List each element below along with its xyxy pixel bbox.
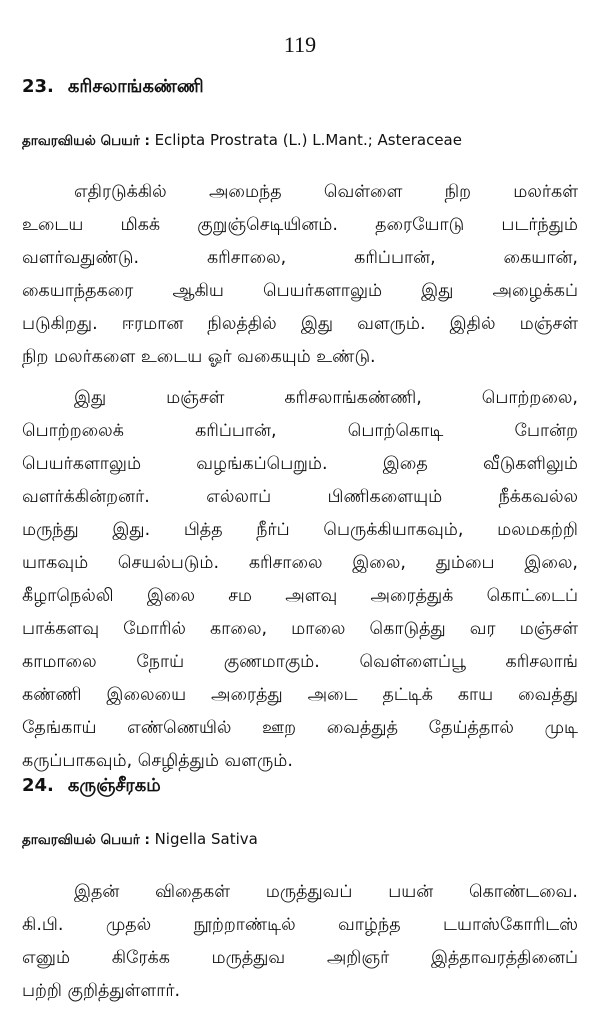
text-line: கண்ணி இலையை அரைத்து அடை தட்டிக் காய வைத்து <box>22 685 578 705</box>
text-line: இதன் விதைகள் மருத்துவப் பயன் கொண்டவை. <box>74 882 578 902</box>
text-line: எனும் கிரேக்க மருத்துவ அறிஞர் இத்தாவரத்தினைப் <box>22 948 578 968</box>
section-heading <box>22 775 161 798</box>
text-line: எதிரடுக்கில் அமைந்த வெள்ளை நிற மலர்கள் <box>74 182 578 202</box>
text-line: காமாலை நோய் குணமாகும். வெள்ளைப்பூ கரிசலாங் <box>22 652 578 672</box>
text-line: படுகிறது. ஈரமான நிலத்தில் இது வளரும். இதில் மஞ்சள் <box>22 314 578 334</box>
text-line: பாக்களவு மோரில் காலை, மாலை கொடுத்து வர மஞ்சள் <box>22 619 578 639</box>
botanical-name-line <box>22 830 258 850</box>
section-title: கரிசலாங்கண்ணி <box>67 76 204 97</box>
text-line: மருந்து இது. பித்த நீர்ப் பெருக்கியாகவும், மலமகற்றி <box>22 520 578 540</box>
paragraph <box>22 382 578 778</box>
section-number: 23. <box>22 76 54 97</box>
text-line: இது மஞ்சள் கரிசலாங்கண்ணி, பொற்றலை, <box>74 388 578 408</box>
text-line: பெயர்களாலும் வழங்கப்பெறும். இதை வீடுகளிலும் <box>22 454 578 474</box>
section-title: கருஞ்சீரகம் <box>67 775 161 796</box>
botanical-label: தாவரவியல் பெயர் : <box>22 832 150 848</box>
section-number: 24. <box>22 775 54 796</box>
text-line: வளர்வதுண்டு. கரிசாலை, கரிப்பான், கையான், <box>22 248 578 268</box>
text-line: தேங்காய் எண்ணெயில் ஊற வைத்துத் தேய்த்தால் முடி <box>22 718 578 738</box>
text-line: பற்றி குறித்துள்ளார். <box>22 981 181 1001</box>
text-line: வளர்க்கின்றனர். எல்லாப் பிணிகளையும் நீக்கவல்ல <box>22 487 578 507</box>
paragraph <box>22 176 578 374</box>
section-heading <box>22 76 204 99</box>
paragraph <box>22 876 578 1008</box>
text-line: கருப்பாகவும், செழித்தும் வளரும். <box>22 751 293 771</box>
text-line: கி.பி. முதல் நூற்றாண்டில் வாழ்ந்த டயாஸ்கோரிடஸ் <box>22 915 578 935</box>
botanical-name: Eclipta Prostrata (L.) L.Mant.; Asteraceae <box>154 131 462 149</box>
page-number: 119 <box>283 32 317 57</box>
text-line: யாகவும் செயல்படும். கரிசாலை இலை, தும்பை இலை, <box>22 553 578 573</box>
text-line: கீழாநெல்லி இலை சம அளவு அரைத்துக் கொட்டைப் <box>22 586 578 606</box>
botanical-name: Nigella Sativa <box>154 830 258 848</box>
botanical-label: தாவரவியல் பெயர் : <box>22 133 150 149</box>
text-line: கையாந்தகரை ஆகிய பெயர்களாலும் இது அழைக்கப் <box>22 281 578 301</box>
botanical-name-line <box>22 131 462 151</box>
text-line: நிற மலர்களை உடைய ஓர் வகையும் உண்டு. <box>22 347 376 367</box>
text-line: உடைய மிகக் குறுஞ்செடியினம். தரையோடு படர்ந்தும் <box>22 215 578 235</box>
text-line: பொற்றலைக் கரிப்பான், பொற்கொடி போன்ற <box>22 421 578 441</box>
